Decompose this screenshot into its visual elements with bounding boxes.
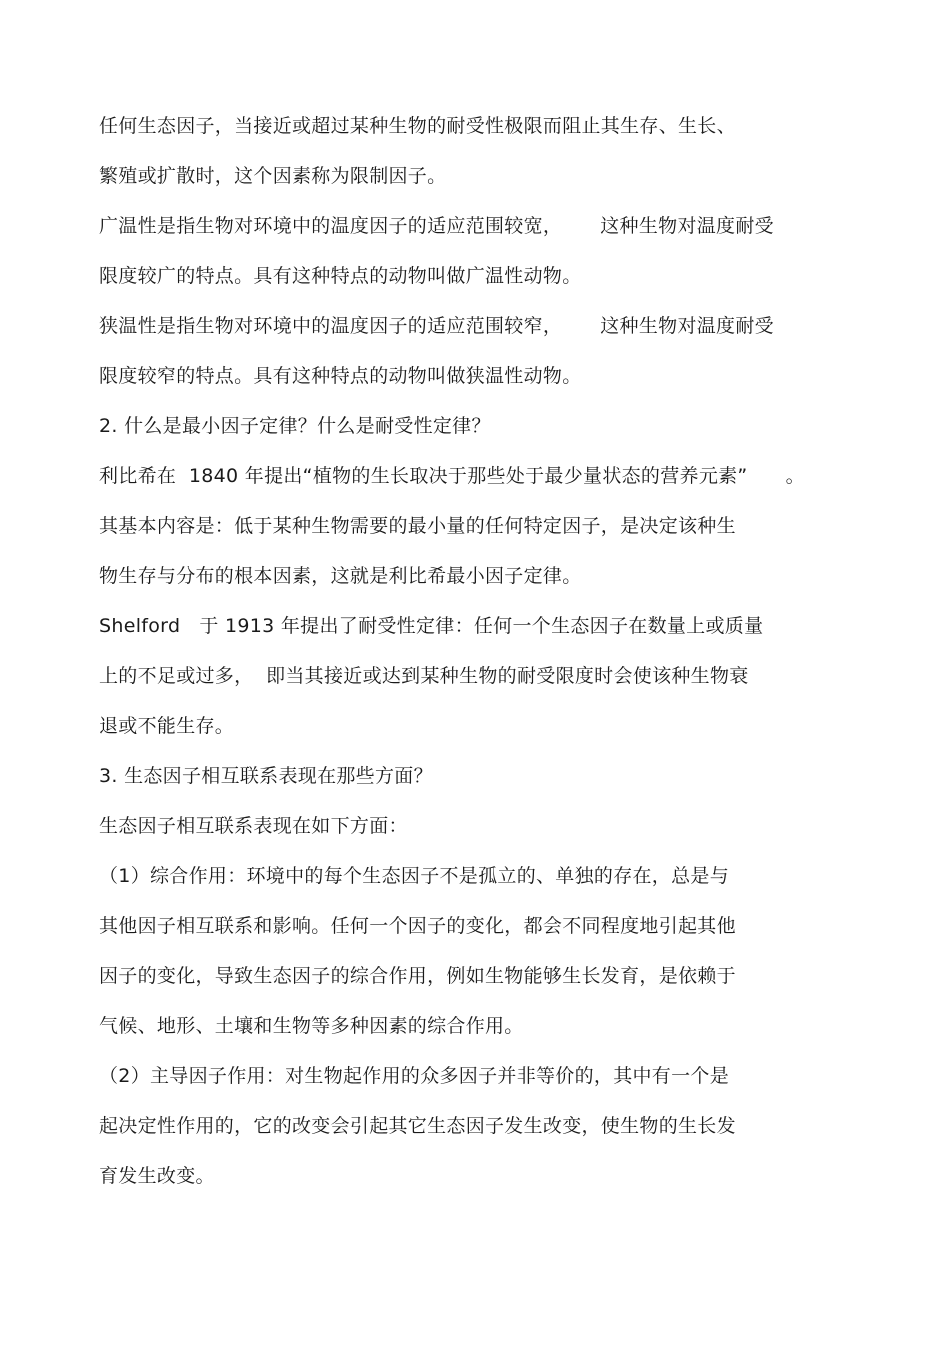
question-heading: 2. 什么是最小因子定律？什么是耐受性定律？ (99, 415, 491, 437)
text-line: （1）综合作用：环境中的每个生态因子不是孤立的、单独的存在，总是与 (99, 865, 729, 887)
text-line: 狭温性是指生物对环境中的温度因子的适应范围较窄， 这种生物对温度耐受 (99, 315, 774, 337)
text-line: 物生存与分布的根本因素，这就是利比希最小因子定律。 (99, 565, 582, 587)
text-line: 任何生态因子，当接近或超过某种生物的耐受性极限而阻止其生存、生长、 (99, 115, 736, 137)
text-line: 退或不能生存。 (99, 715, 235, 737)
text-line: 育发生改变。 (99, 1165, 215, 1187)
text-line: （2）主导因子作用：对生物起作用的众多因子并非等价的，其中有一个是 (99, 1065, 729, 1087)
text-line: 广温性是指生物对环境中的温度因子的适应范围较宽， 这种生物对温度耐受 (99, 215, 774, 237)
text-line: 其基本内容是：低于某种生物需要的最小量的任何特定因子，是决定该种生 (99, 515, 736, 537)
text-line: 因子的变化，导致生态因子的综合作用，例如生物能够生长发育，是依赖于 (99, 965, 736, 987)
text-line: 上的不足或过多， 即当其接近或达到某种生物的耐受限度时会使该种生物衰 (99, 665, 749, 687)
text-line: 限度较窄的特点。具有这种特点的动物叫做狭温性动物。 (99, 365, 582, 387)
text-line: 生态因子相互联系表现在如下方面： (99, 815, 408, 837)
text-line: 繁殖或扩散时，这个因素称为限制因子。 (99, 165, 447, 187)
text-line: 限度较广的特点。具有这种特点的动物叫做广温性动物。 (99, 265, 582, 287)
question-heading: 3. 生态因子相互联系表现在那些方面？ (99, 765, 433, 787)
text-line: 起决定性作用的，它的改变会引起其它生态因子发生改变，使生物的生长发 (99, 1115, 736, 1137)
text-line: 气候、地形、土壤和生物等多种因素的综合作用。 (99, 1015, 524, 1037)
text-line: Shelford 于 1913 年提出了耐受性定律：任何一个生态因子在数量上或质量 (99, 615, 764, 637)
text-line: 利比希在 1840 年提出“植物的生长取决于那些处于最少量状态的营养元素” 。 (99, 465, 805, 487)
text-line: 其他因子相互联系和影响。任何一个因子的变化，都会不同程度地引起其他 (99, 915, 736, 937)
